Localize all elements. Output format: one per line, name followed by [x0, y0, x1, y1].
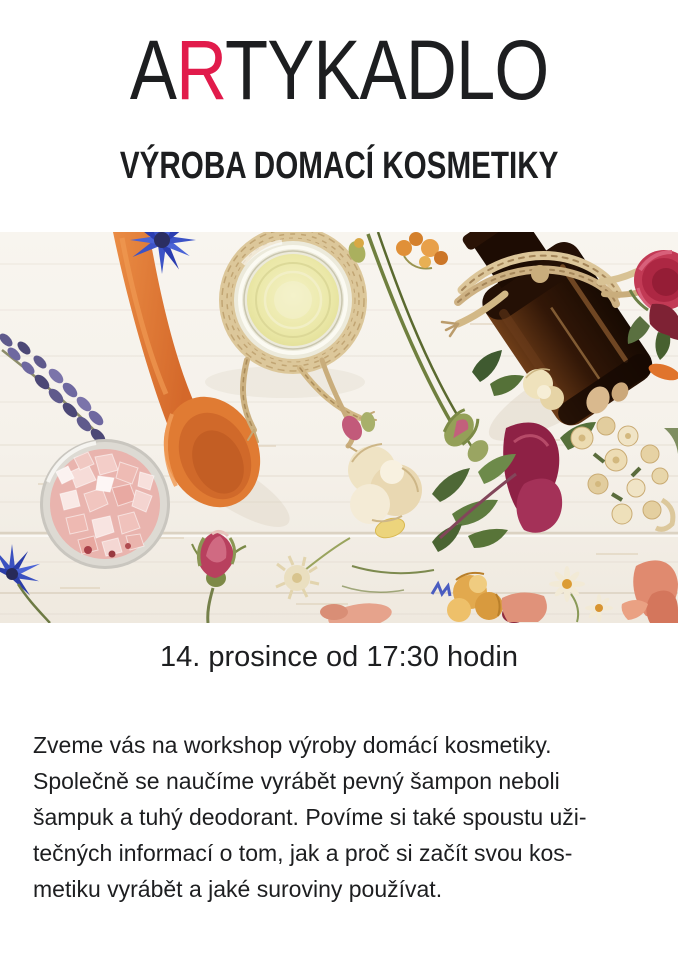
body-line: Zveme vás na workshop výroby domácí kosmetiky.	[33, 732, 552, 758]
pink-salt-tin	[40, 439, 170, 569]
page-title-text	[130, 24, 549, 116]
event-datetime: 14. prosince od 17:30 hodin	[160, 641, 518, 673]
body-line: tečných informací o tom, jak a proč si začít svou kos-	[33, 840, 573, 866]
body-line: metiku vyrábět a jaké suroviny používat.	[33, 876, 443, 902]
ingredients-photo-svg	[0, 232, 678, 623]
body-paragraph	[33, 727, 658, 907]
page-subtitle-text: VÝROBA DOMACÍ KOSMETIKY	[119, 145, 559, 187]
title-letter-a: A	[129, 23, 176, 117]
title-rest: TYKADLO	[224, 23, 549, 117]
title-letter-r-accent: R	[175, 23, 225, 117]
ingredients-photo	[0, 232, 678, 623]
body-line: šampuk a tuhý deodorant. Povíme si také spoustu uži-	[33, 804, 587, 830]
page-subtitle	[0, 146, 678, 186]
body-line: Společně se naučíme vyrábět pevný šampon neboli	[33, 768, 560, 794]
page-title	[0, 24, 678, 116]
